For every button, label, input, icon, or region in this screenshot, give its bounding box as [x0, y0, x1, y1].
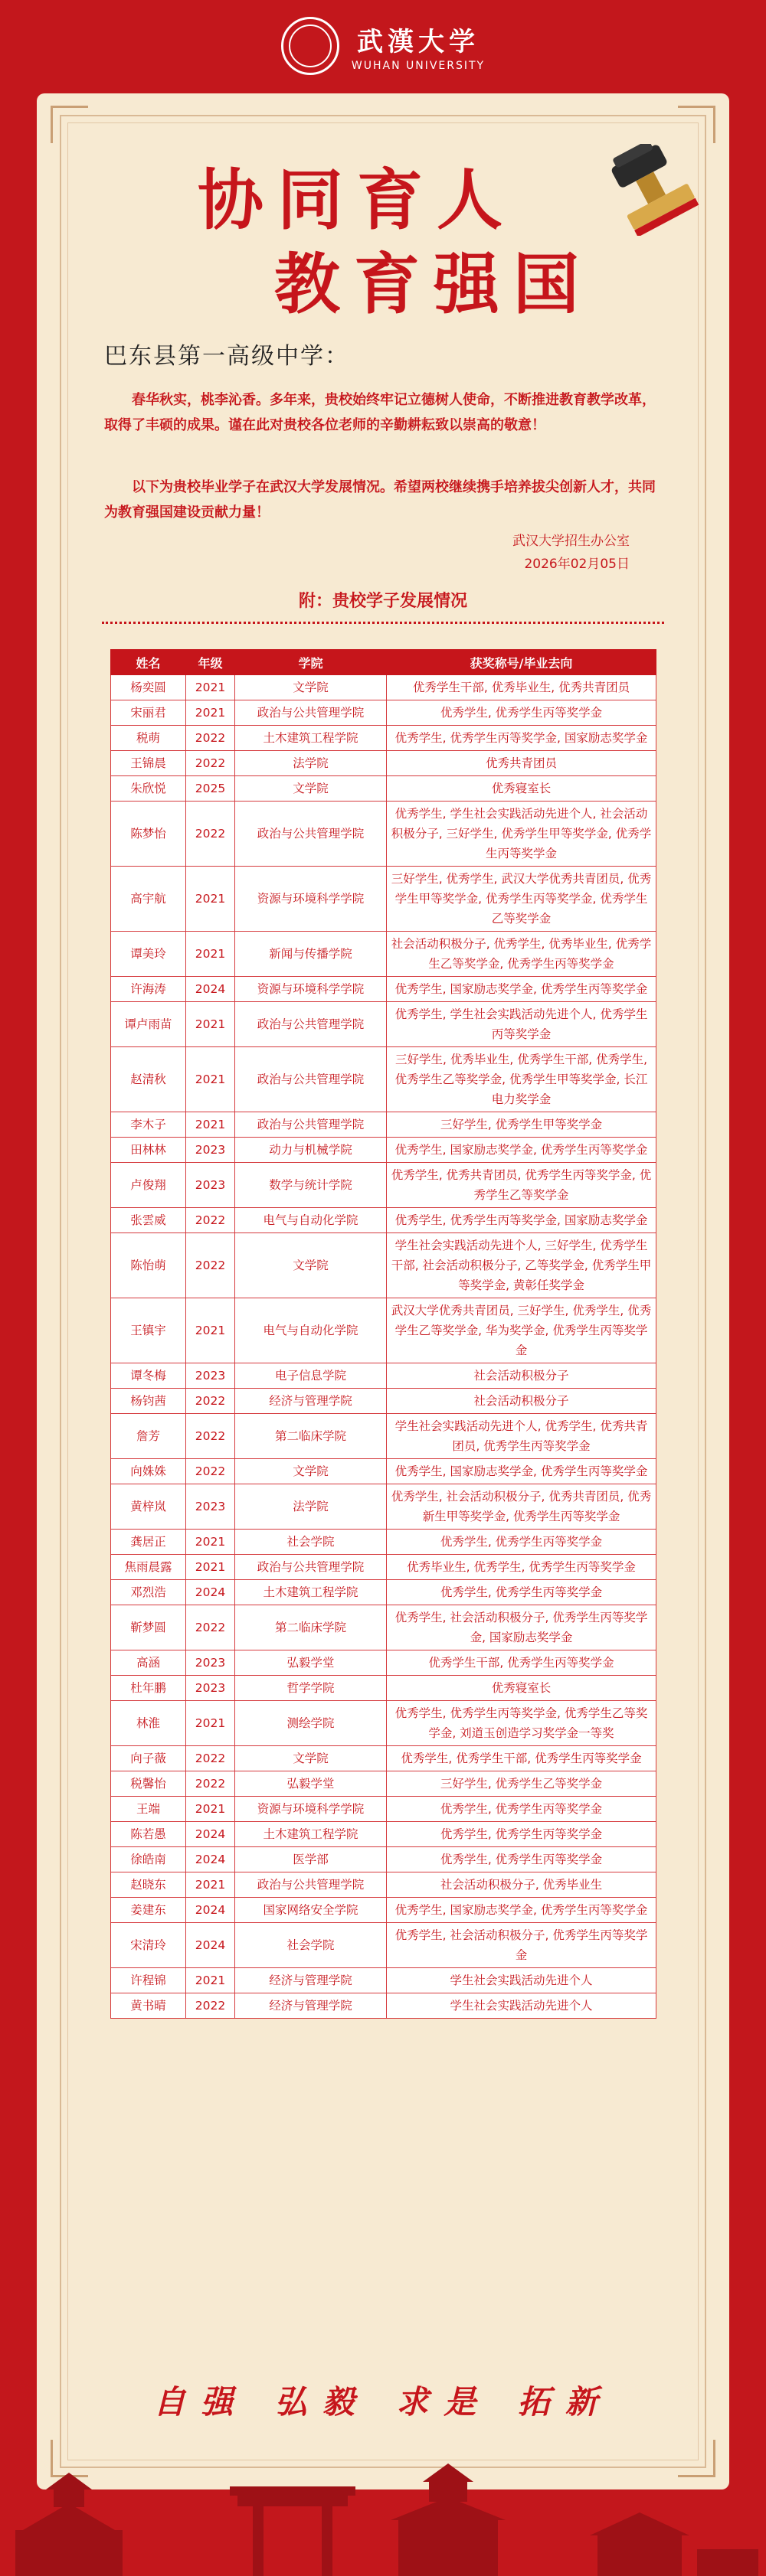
cell-awards: 优秀学生, 社会活动积极分子, 优秀学生丙等奖学金	[387, 1923, 656, 1968]
cell-awards: 优秀学生, 国家励志奖学金, 优秀学生丙等奖学金	[387, 977, 656, 1002]
table-row	[111, 1968, 656, 1993]
cell-college: 政治与公共管理学院	[235, 1872, 387, 1898]
cell-college: 哲学学院	[235, 1676, 387, 1701]
header	[0, 0, 766, 92]
cell-awards: 优秀共青团员	[387, 751, 656, 776]
cell-college: 弘毅学堂	[235, 1771, 387, 1797]
cell-college: 经济与管理学院	[235, 1389, 387, 1414]
letter-paper	[37, 93, 729, 2489]
cell-name: 赵晓东	[111, 1872, 186, 1898]
letter-paragraph-2: 以下为贵校毕业学子在武汉大学发展情况。希望两校继续携手培养拔尖创新人才，共同为教育强国建设贡献力量！	[104, 479, 656, 521]
cell-awards: 学生社会实践活动先进个人	[387, 1968, 656, 1993]
cell-awards: 优秀学生, 优秀学生干部, 优秀学生丙等奖学金	[387, 1746, 656, 1771]
cell-awards: 三好学生, 优秀学生, 武汉大学优秀共青团员, 优秀学生甲等奖学金, 优秀学生丙等奖学金, 优秀学生乙等奖学金	[387, 867, 656, 932]
cell-grade: 2021	[186, 1968, 235, 1993]
table-row	[111, 1363, 656, 1389]
cell-college: 动力与机械学院	[235, 1138, 387, 1163]
cell-grade: 2021	[186, 1555, 235, 1580]
table-row	[111, 726, 656, 751]
table-row	[111, 1580, 656, 1605]
cell-name: 宋清玲	[111, 1923, 186, 1968]
cell-awards: 学生社会实践活动先进个人	[387, 1993, 656, 2019]
cell-grade: 2023	[186, 1650, 235, 1676]
cell-college: 经济与管理学院	[235, 1993, 387, 2019]
cell-college: 文学院	[235, 675, 387, 700]
cell-name: 徐皓南	[111, 1847, 186, 1872]
cell-awards: 三好学生, 优秀学生乙等奖学金	[387, 1771, 656, 1797]
letter-paragraph-1: 春华秋实，桃李沁香。多年来，贵校始终牢记立德树人使命，不断推进教育教学改革，取得了丰硕的成果。谨在此对贵校各位老师的辛勤耕耘致以崇高的敬意！	[104, 392, 656, 433]
table-row	[111, 1208, 656, 1233]
header-college: 学院	[235, 650, 387, 675]
cell-college: 资源与环境科学学院	[235, 1797, 387, 1822]
cell-name: 高宇航	[111, 867, 186, 932]
header-awards: 获奖称号/毕业去向	[387, 650, 656, 675]
table-row	[111, 1047, 656, 1112]
student-table-wrapper	[110, 649, 656, 2019]
cell-name: 张雲威	[111, 1208, 186, 1233]
table-row	[111, 1389, 656, 1414]
cell-awards: 优秀学生, 优秀学生丙等奖学金	[387, 1580, 656, 1605]
cell-college: 政治与公共管理学院	[235, 1002, 387, 1047]
cell-college: 文学院	[235, 1233, 387, 1298]
cell-awards: 优秀学生, 国家励志奖学金, 优秀学生丙等奖学金	[387, 1459, 656, 1484]
cell-awards: 优秀学生, 优秀学生丙等奖学金, 国家励志奖学金	[387, 1208, 656, 1233]
cell-name: 许程锦	[111, 1968, 186, 1993]
cell-grade: 2023	[186, 1363, 235, 1389]
cell-name: 田林林	[111, 1138, 186, 1163]
cell-name: 高涵	[111, 1650, 186, 1676]
cell-name: 税萌	[111, 726, 186, 751]
cell-grade: 2021	[186, 1112, 235, 1138]
cell-grade: 2024	[186, 1580, 235, 1605]
cell-grade: 2021	[186, 1002, 235, 1047]
cell-name: 焦雨晨露	[111, 1555, 186, 1580]
cell-name: 赵清秋	[111, 1047, 186, 1112]
university-motto: 自强 弘毅 求是 拓新	[153, 2383, 613, 2421]
cell-awards: 学生社会实践活动先进个人, 三好学生, 优秀学生干部, 社会活动积极分子, 乙等奖学金, 优秀学生甲等奖学金, 黄彰任奖学金	[387, 1233, 656, 1298]
table-row	[111, 977, 656, 1002]
university-name-en: WUHAN UNIVERSITY	[351, 59, 486, 72]
table-row	[111, 1555, 656, 1580]
cell-name: 王端	[111, 1797, 186, 1822]
table-row	[111, 776, 656, 802]
cell-grade: 2021	[186, 1872, 235, 1898]
cell-college: 政治与公共管理学院	[235, 1047, 387, 1112]
cell-grade: 2021	[186, 1701, 235, 1746]
cell-college: 新闻与传播学院	[235, 932, 387, 977]
table-row	[111, 1138, 656, 1163]
cell-college: 资源与环境科学学院	[235, 977, 387, 1002]
corner-ornament-icon	[51, 106, 88, 143]
cell-college: 国家网络安全学院	[235, 1898, 387, 1923]
cell-grade: 2023	[186, 1163, 235, 1208]
table-row	[111, 1822, 656, 1847]
cell-grade: 2022	[186, 751, 235, 776]
cell-awards: 优秀学生, 优秀学生丙等奖学金	[387, 1847, 656, 1872]
cell-grade: 2024	[186, 1822, 235, 1847]
cell-grade: 2024	[186, 1898, 235, 1923]
cell-grade: 2022	[186, 1993, 235, 2019]
cell-college: 文学院	[235, 1746, 387, 1771]
cell-grade: 2021	[186, 1298, 235, 1363]
cell-college: 第二临床学院	[235, 1605, 387, 1650]
cell-college: 测绘学院	[235, 1701, 387, 1746]
cell-name: 杨奕圆	[111, 675, 186, 700]
header-name: 姓名	[111, 650, 186, 675]
cell-college: 政治与公共管理学院	[235, 1112, 387, 1138]
cell-name: 谭卢雨苗	[111, 1002, 186, 1047]
cell-grade: 2022	[186, 1771, 235, 1797]
cell-grade: 2022	[186, 1389, 235, 1414]
cell-college: 弘毅学堂	[235, 1650, 387, 1676]
cell-college: 电气与自动化学院	[235, 1298, 387, 1363]
cell-college: 文学院	[235, 1459, 387, 1484]
cell-grade: 2021	[186, 867, 235, 932]
cell-name: 宋丽君	[111, 700, 186, 726]
cell-name: 靳梦圆	[111, 1605, 186, 1650]
university-name-cn: 武漢大学	[357, 26, 480, 57]
corner-ornament-icon	[678, 106, 715, 143]
cell-name: 黄书晴	[111, 1993, 186, 2019]
cell-grade: 2024	[186, 1847, 235, 1872]
table-body	[111, 675, 656, 2019]
cell-college: 电气与自动化学院	[235, 1208, 387, 1233]
cell-name: 谭冬梅	[111, 1363, 186, 1389]
table-row	[111, 1414, 656, 1459]
cell-awards: 优秀学生, 优秀学生丙等奖学金	[387, 1530, 656, 1555]
cell-name: 谭美玲	[111, 932, 186, 977]
cell-awards: 优秀学生, 社会活动积极分子, 优秀学生丙等奖学金, 国家励志奖学金	[387, 1605, 656, 1650]
table-row	[111, 675, 656, 700]
cell-name: 邓烈浩	[111, 1580, 186, 1605]
stamp-icon	[594, 144, 709, 236]
cell-college: 法学院	[235, 1484, 387, 1530]
table-row	[111, 700, 656, 726]
cell-awards: 优秀学生, 国家励志奖学金, 优秀学生丙等奖学金	[387, 1898, 656, 1923]
cell-grade: 2023	[186, 1676, 235, 1701]
campus-skyline-icon	[0, 2442, 766, 2576]
table-row	[111, 1484, 656, 1530]
cell-college: 第二临床学院	[235, 1414, 387, 1459]
cell-grade: 2025	[186, 776, 235, 802]
table-row	[111, 802, 656, 867]
table-row	[111, 1898, 656, 1923]
cell-awards: 优秀学生, 优秀共青团员, 优秀学生丙等奖学金, 优秀学生乙等奖学金	[387, 1163, 656, 1208]
table-row	[111, 1701, 656, 1746]
cell-awards: 社会活动积极分子, 优秀毕业生	[387, 1872, 656, 1898]
cell-name: 陈若愚	[111, 1822, 186, 1847]
cell-college: 土木建筑工程学院	[235, 1580, 387, 1605]
cell-college: 政治与公共管理学院	[235, 802, 387, 867]
cell-name: 向子薇	[111, 1746, 186, 1771]
cell-college: 土木建筑工程学院	[235, 1822, 387, 1847]
cell-awards: 优秀学生, 优秀学生丙等奖学金, 优秀学生乙等奖学金, 刘道玉创造学习奖学金一等奖	[387, 1701, 656, 1746]
cell-college: 土木建筑工程学院	[235, 726, 387, 751]
cell-awards: 优秀寝室长	[387, 1676, 656, 1701]
cell-awards: 社会活动积极分子	[387, 1389, 656, 1414]
cell-college: 医学部	[235, 1847, 387, 1872]
cell-college: 数学与统计学院	[235, 1163, 387, 1208]
cell-college: 社会学院	[235, 1923, 387, 1968]
cell-name: 姜建东	[111, 1898, 186, 1923]
cell-college: 经济与管理学院	[235, 1968, 387, 1993]
title-line-2: 教育强国	[274, 246, 593, 323]
cell-awards: 优秀学生, 学生社会实践活动先进个人, 优秀学生丙等奖学金	[387, 1002, 656, 1047]
cell-grade: 2024	[186, 1923, 235, 1968]
cell-college: 文学院	[235, 776, 387, 802]
cell-awards: 优秀学生, 优秀学生丙等奖学金	[387, 700, 656, 726]
cell-grade: 2022	[186, 802, 235, 867]
cell-grade: 2022	[186, 1459, 235, 1484]
cell-name: 朱欣悦	[111, 776, 186, 802]
table-header-row	[111, 650, 656, 675]
cell-name: 许海涛	[111, 977, 186, 1002]
table-row	[111, 1233, 656, 1298]
cell-name: 陈梦怡	[111, 802, 186, 867]
letter-date: 2026年02月05日	[524, 557, 630, 572]
cell-awards: 优秀寝室长	[387, 776, 656, 802]
cell-name: 税馨怡	[111, 1771, 186, 1797]
cell-grade: 2022	[186, 1746, 235, 1771]
cell-grade: 2021	[186, 1797, 235, 1822]
cell-name: 向姝姝	[111, 1459, 186, 1484]
cell-awards: 三好学生, 优秀毕业生, 优秀学生干部, 优秀学生, 优秀学生乙等奖学金, 优秀学生甲等奖学金, 长江电力奖学金	[387, 1047, 656, 1112]
cell-awards: 优秀毕业生, 优秀学生, 优秀学生丙等奖学金	[387, 1555, 656, 1580]
title-line-1: 协同育人	[198, 162, 516, 239]
cell-college: 资源与环境科学学院	[235, 867, 387, 932]
table-row	[111, 932, 656, 977]
cell-grade: 2022	[186, 1414, 235, 1459]
table-row	[111, 1163, 656, 1208]
cell-grade: 2022	[186, 1208, 235, 1233]
cell-grade: 2022	[186, 1605, 235, 1650]
cell-name: 龚居正	[111, 1530, 186, 1555]
cell-awards: 三好学生, 优秀学生甲等奖学金	[387, 1112, 656, 1138]
cell-grade: 2022	[186, 726, 235, 751]
cell-awards: 优秀学生, 优秀学生丙等奖学金	[387, 1797, 656, 1822]
cell-grade: 2021	[186, 1530, 235, 1555]
student-table	[110, 649, 656, 2019]
cell-name: 陈怡萌	[111, 1233, 186, 1298]
table-row	[111, 1771, 656, 1797]
table-row	[111, 1650, 656, 1676]
cell-grade: 2023	[186, 1484, 235, 1530]
cell-grade: 2021	[186, 1047, 235, 1112]
cell-name: 李木子	[111, 1112, 186, 1138]
table-row	[111, 1112, 656, 1138]
cell-grade: 2024	[186, 977, 235, 1002]
dotted-divider	[102, 622, 664, 624]
table-row	[111, 1797, 656, 1822]
table-row	[111, 1530, 656, 1555]
salutation: 巴东县第一高级中学：	[104, 343, 349, 370]
cell-grade: 2021	[186, 675, 235, 700]
university-seal-icon	[281, 17, 339, 75]
cell-name: 黄梓岚	[111, 1484, 186, 1530]
cell-awards: 优秀学生, 优秀学生丙等奖学金	[387, 1822, 656, 1847]
table-row	[111, 867, 656, 932]
appendix-title: 附：贵校学子发展情况	[298, 592, 467, 611]
university-logo	[281, 17, 485, 75]
cell-awards: 优秀学生, 社会活动积极分子, 优秀共青团员, 优秀新生甲等奖学金, 优秀学生丙等奖学金	[387, 1484, 656, 1530]
table-row	[111, 1298, 656, 1363]
cell-name: 卢俊翔	[111, 1163, 186, 1208]
cell-college: 政治与公共管理学院	[235, 700, 387, 726]
cell-name: 王镇宇	[111, 1298, 186, 1363]
cell-name: 杜年鹏	[111, 1676, 186, 1701]
table-row	[111, 1605, 656, 1650]
header-grade: 年级	[186, 650, 235, 675]
cell-college: 法学院	[235, 751, 387, 776]
table-row	[111, 1993, 656, 2019]
cell-college: 政治与公共管理学院	[235, 1555, 387, 1580]
cell-grade: 2023	[186, 1138, 235, 1163]
cell-grade: 2021	[186, 932, 235, 977]
cell-college: 社会学院	[235, 1530, 387, 1555]
cell-awards: 优秀学生, 优秀学生丙等奖学金, 国家励志奖学金	[387, 726, 656, 751]
table-row	[111, 1676, 656, 1701]
cell-awards: 优秀学生, 国家励志奖学金, 优秀学生丙等奖学金	[387, 1138, 656, 1163]
table-row	[111, 1923, 656, 1968]
table-row	[111, 751, 656, 776]
cell-awards: 武汉大学优秀共青团员, 三好学生, 优秀学生, 优秀学生乙等奖学金, 华为奖学金, 优秀学生丙等奖学金	[387, 1298, 656, 1363]
table-row	[111, 1002, 656, 1047]
cell-grade: 2022	[186, 1233, 235, 1298]
cell-awards: 学生社会实践活动先进个人, 优秀学生, 优秀共青团员, 优秀学生丙等奖学金	[387, 1414, 656, 1459]
cell-name: 王锦晨	[111, 751, 186, 776]
table-row	[111, 1847, 656, 1872]
cell-awards: 优秀学生干部, 优秀学生丙等奖学金	[387, 1650, 656, 1676]
cell-grade: 2021	[186, 700, 235, 726]
cell-name: 林淮	[111, 1701, 186, 1746]
cell-awards: 社会活动积极分子	[387, 1363, 656, 1389]
cell-college: 电子信息学院	[235, 1363, 387, 1389]
table-row	[111, 1746, 656, 1771]
cell-name: 杨钧茜	[111, 1389, 186, 1414]
table-row	[111, 1459, 656, 1484]
cell-name: 詹芳	[111, 1414, 186, 1459]
cell-awards: 优秀学生, 学生社会实践活动先进个人, 社会活动积极分子, 三好学生, 优秀学生甲等奖学金, 优秀学生丙等奖学金	[387, 802, 656, 867]
cell-awards: 优秀学生干部, 优秀毕业生, 优秀共青团员	[387, 675, 656, 700]
signature: 武汉大学招生办公室	[512, 534, 630, 549]
cell-awards: 社会活动积极分子, 优秀学生, 优秀毕业生, 优秀学生乙等奖学金, 优秀学生丙等奖学金	[387, 932, 656, 977]
table-row	[111, 1872, 656, 1898]
